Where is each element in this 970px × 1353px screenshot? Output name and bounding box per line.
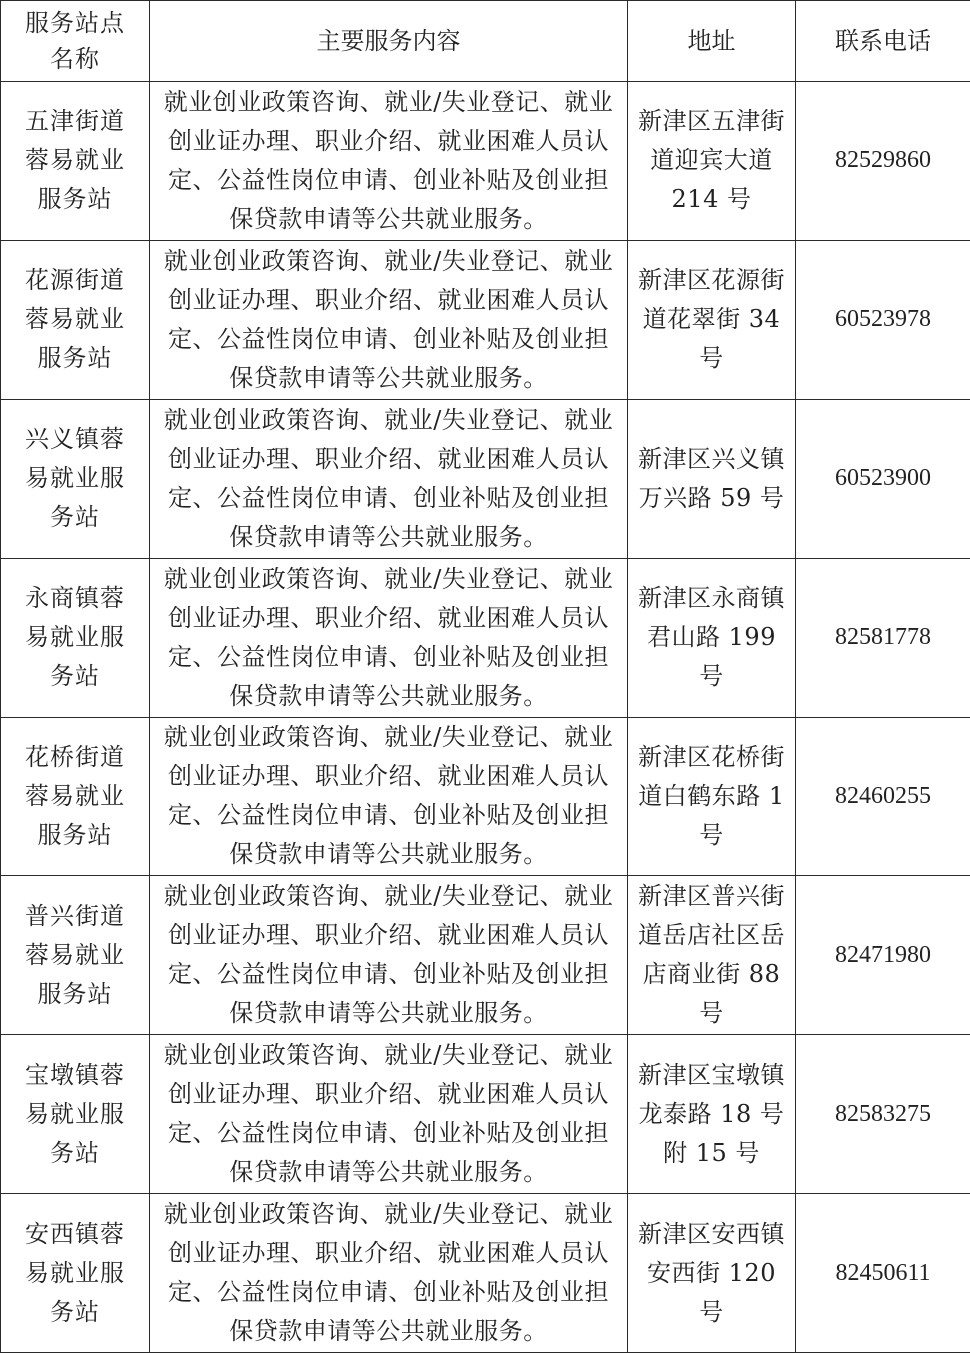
service-content: 就业创业政策咨询、就业/失业登记、就业创业证办理、职业介绍、就业困难人员认定、公益性岗位申请、创业补贴及创业担保贷款申请等公共就业服务。: [150, 717, 628, 876]
station-address: 新津区宝墩镇龙泰路 18 号附 15 号: [628, 1035, 796, 1194]
station-phone: 82450611: [796, 1194, 970, 1353]
station-address: 新津区花桥街道白鹤东路 1 号: [628, 717, 796, 876]
table-row: [1, 240, 970, 399]
station-name: 宝墩镇蓉易就业服务站: [1, 1035, 150, 1194]
table-row: [1, 1035, 970, 1194]
table-row: [1, 399, 970, 558]
table-row: [1, 876, 970, 1035]
station-phone: 60523900: [796, 399, 970, 558]
station-address: 新津区兴义镇万兴路 59 号: [628, 399, 796, 558]
header-address: 地址: [628, 1, 796, 82]
station-name: 五津街道蓉易就业服务站: [1, 82, 150, 241]
station-name: 普兴街道蓉易就业服务站: [1, 876, 150, 1035]
station-name: 兴义镇蓉易就业服务站: [1, 399, 150, 558]
station-phone: 82529860: [796, 82, 970, 241]
table-row: [1, 558, 970, 717]
station-phone: 60523978: [796, 240, 970, 399]
station-phone: 82583275: [796, 1035, 970, 1194]
header-station-name: 服务站点名称: [1, 1, 150, 82]
station-phone: 82460255: [796, 717, 970, 876]
table-row: [1, 82, 970, 241]
station-name: 花源街道蓉易就业服务站: [1, 240, 150, 399]
table-row: [1, 717, 970, 876]
station-address: 新津区普兴街道岳店社区岳店商业街 88 号: [628, 876, 796, 1035]
service-content: 就业创业政策咨询、就业/失业登记、就业创业证办理、职业介绍、就业困难人员认定、公益性岗位申请、创业补贴及创业担保贷款申请等公共就业服务。: [150, 558, 628, 717]
station-name: 安西镇蓉易就业服务站: [1, 1194, 150, 1353]
service-content: 就业创业政策咨询、就业/失业登记、就业创业证办理、职业介绍、就业困难人员认定、公益性岗位申请、创业补贴及创业担保贷款申请等公共就业服务。: [150, 82, 628, 241]
station-name: 永商镇蓉易就业服务站: [1, 558, 150, 717]
header-row: [1, 1, 970, 82]
service-content: 就业创业政策咨询、就业/失业登记、就业创业证办理、职业介绍、就业困难人员认定、公益性岗位申请、创业补贴及创业担保贷款申请等公共就业服务。: [150, 1035, 628, 1194]
station-phone: 82471980: [796, 876, 970, 1035]
station-name: 花桥街道蓉易就业服务站: [1, 717, 150, 876]
service-content: 就业创业政策咨询、就业/失业登记、就业创业证办理、职业介绍、就业困难人员认定、公益性岗位申请、创业补贴及创业担保贷款申请等公共就业服务。: [150, 876, 628, 1035]
station-address: 新津区永商镇君山路 199 号: [628, 558, 796, 717]
station-address: 新津区花源街道花翠街 34 号: [628, 240, 796, 399]
station-address: 新津区安西镇安西街 120 号: [628, 1194, 796, 1353]
station-phone: 82581778: [796, 558, 970, 717]
table-header: [1, 1, 970, 82]
service-content: 就业创业政策咨询、就业/失业登记、就业创业证办理、职业介绍、就业困难人员认定、公益性岗位申请、创业补贴及创业担保贷款申请等公共就业服务。: [150, 240, 628, 399]
station-address: 新津区五津街道迎宾大道 214 号: [628, 82, 796, 241]
table-row: [1, 1194, 970, 1353]
service-content: 就业创业政策咨询、就业/失业登记、就业创业证办理、职业介绍、就业困难人员认定、公益性岗位申请、创业补贴及创业担保贷款申请等公共就业服务。: [150, 399, 628, 558]
table-body: [1, 82, 970, 1353]
header-service-content: 主要服务内容: [150, 1, 628, 82]
service-content: 就业创业政策咨询、就业/失业登记、就业创业证办理、职业介绍、就业困难人员认定、公益性岗位申请、创业补贴及创业担保贷款申请等公共就业服务。: [150, 1194, 628, 1353]
header-phone: 联系电话: [796, 1, 970, 82]
